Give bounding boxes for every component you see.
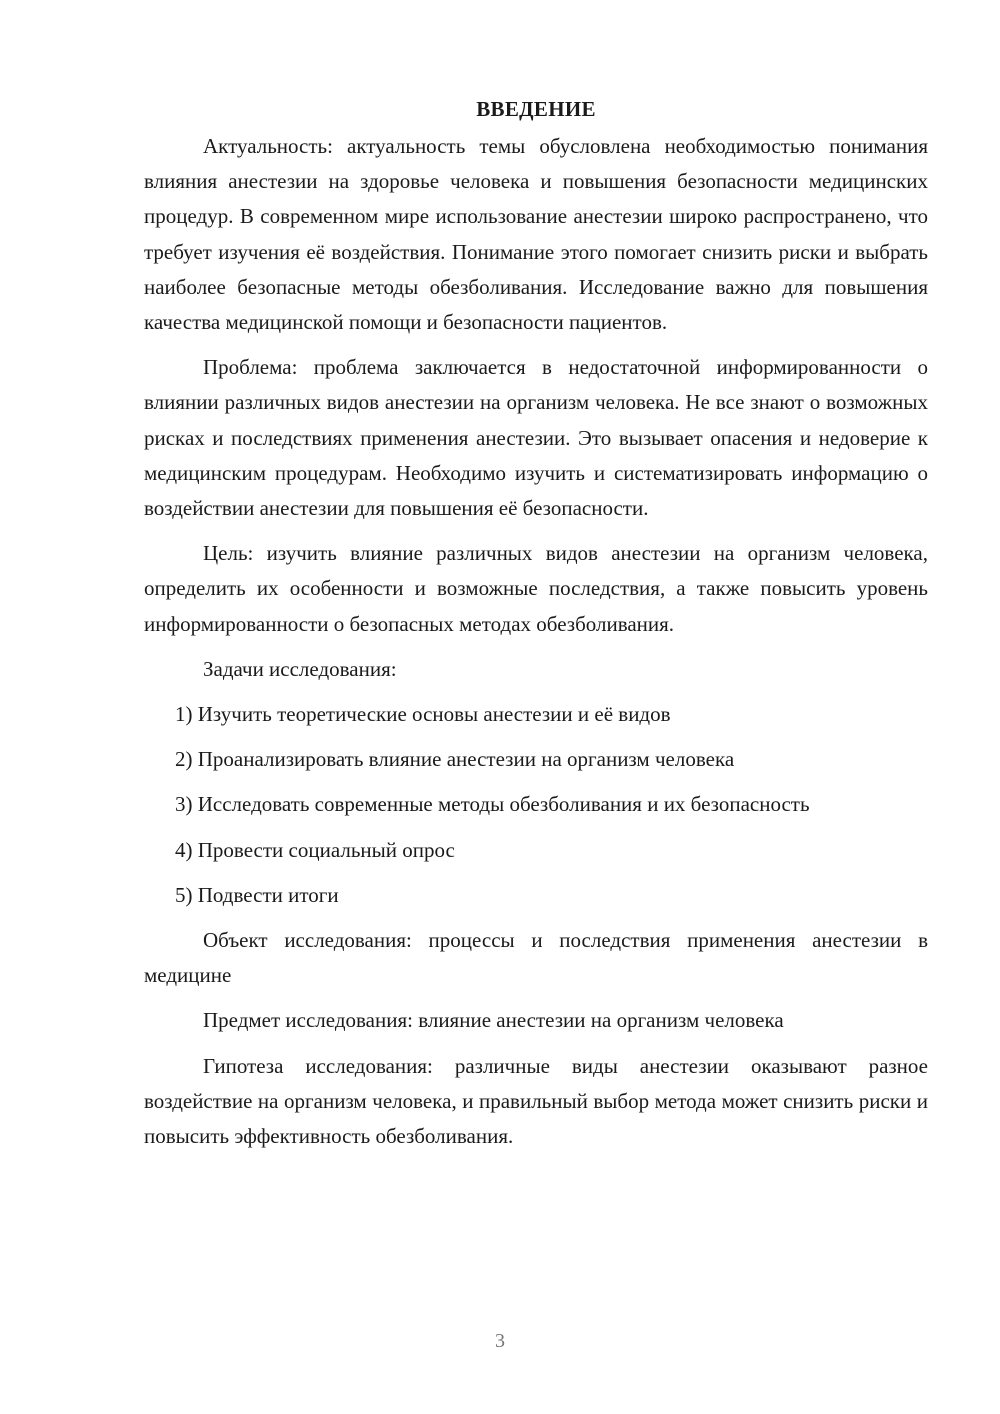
document-page xyxy=(144,92,928,1164)
section-heading: ВВЕДЕНИЕ xyxy=(476,97,596,121)
task-item: 5) Подвести итоги xyxy=(175,882,339,907)
subject-paragraph: Предмет исследования: влияние анестезии на организм человека xyxy=(203,1008,784,1033)
goal-paragraph: Цель: изучить влияние различных видов анестезии на организм человека, определить их особенности и возможные последствия, а также повысить уровень информированности о безопасных методах обезболивания. xyxy=(144,541,928,636)
task-item: 1) Изучить теоретические основы анестезии и её видов xyxy=(175,702,671,727)
problem-paragraph: Проблема: проблема заключается в недостаточной информированности о влиянии различных видов анестезии на организм человека. Не все знают о возможных рисках и последствиях применения анестезии. Это вызывает опасения и недоверие к медицинским процедурам. Необходимо изучить и систематизировать информацию о воздействии анестезии для повышения её безопасности. xyxy=(144,355,928,521)
tasks-title: Задачи исследования: xyxy=(203,656,397,681)
hypothesis-paragraph: Гипотеза исследования: различные виды анестезии оказывают разное воздействие на организм человека, и правильный выбор метода может снизить риски и повысить эффективность обезболивания. xyxy=(144,1053,928,1149)
task-item: 2) Проанализировать влияние анестезии на организм человека xyxy=(175,747,735,772)
task-item: 3) Исследовать современные методы обезболивания и их безопасность xyxy=(175,792,810,817)
page-number: 3 xyxy=(495,1330,505,1352)
task-item: 4) Провести социальный опрос xyxy=(175,837,455,862)
object-paragraph: Объект исследования: процессы и последствия применения анестезии в медицине xyxy=(144,928,928,988)
relevance-paragraph: Актуальность: актуальность темы обусловлена необходимостью понимания влияния анестезии на здоровье человека и повышения безопасности медицинских процедур. В современном мире использование анестезии широко распространено, что требует изучения её воздействия. Понимание этого помогает снизить риски и выбрать наиболее безопасные методы обезболивания. Исследование важно для повышения качества медицинской помощи и безопасности пациентов. xyxy=(144,134,928,335)
